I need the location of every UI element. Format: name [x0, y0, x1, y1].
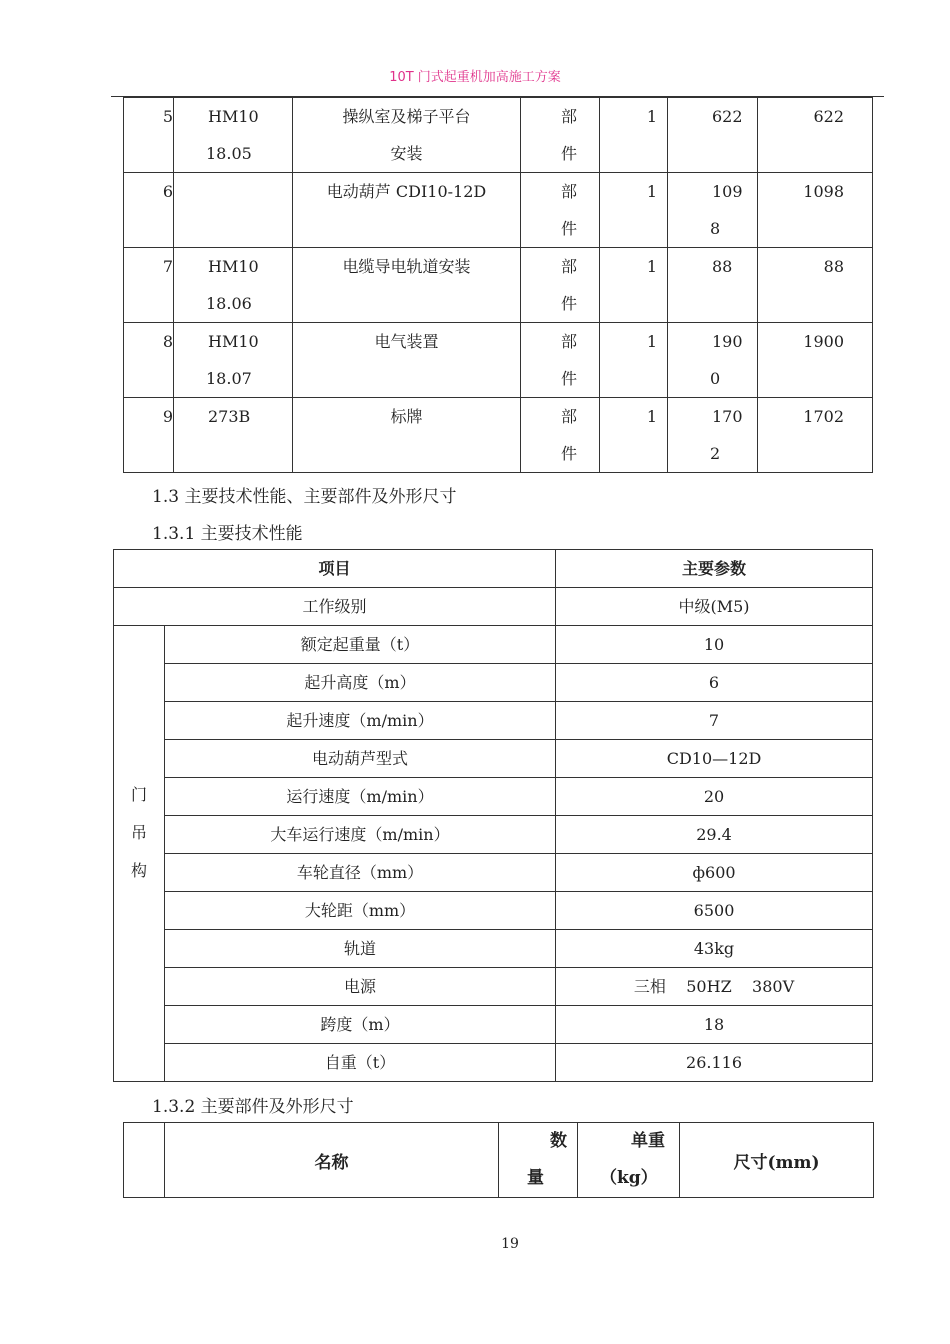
part-name-line1: 操纵室及梯子平台	[342, 107, 471, 126]
part-name-line1: 电缆导电轨道安装	[342, 257, 471, 276]
spec-value: 6	[556, 664, 873, 702]
drawing-code	[174, 323, 293, 398]
drawing-code	[174, 173, 293, 248]
unit	[521, 98, 600, 173]
dims-name-header: 名称	[165, 1123, 499, 1198]
unit-line2: 件	[561, 144, 578, 163]
unit	[521, 248, 600, 323]
drawing-code-line1: 273B	[208, 407, 251, 426]
drawing-code-line2: 18.06	[206, 294, 252, 313]
spec-row	[114, 892, 873, 930]
spec-label: 起升速度（m/min）	[165, 702, 556, 740]
spec-row	[114, 930, 873, 968]
group-label	[114, 626, 165, 1082]
spec-value: ф600	[556, 854, 873, 892]
total-weight-line1: 1900	[803, 332, 844, 351]
spec-label: 车轮直径（mm）	[165, 854, 556, 892]
spec-value: 43kg	[556, 930, 873, 968]
dims-weight-line2: （kg）	[600, 1168, 658, 1188]
total-weight-line1: 1098	[803, 182, 844, 201]
unit-line1: 部	[561, 257, 578, 276]
total-weight-line1: 88	[823, 257, 844, 276]
spec-row	[114, 740, 873, 778]
drawing-code-line1: HM10	[208, 332, 259, 351]
unit-weight	[668, 173, 758, 248]
unit-weight-line1: 190	[712, 332, 743, 351]
part-name	[293, 248, 521, 323]
unit-weight	[668, 398, 758, 473]
unit-line1: 部	[561, 107, 578, 126]
unit-line1: 部	[561, 332, 578, 351]
spec-label: 轨道	[165, 930, 556, 968]
page-number: 19	[501, 1236, 519, 1252]
part-name	[293, 173, 521, 248]
spec-row	[114, 968, 873, 1006]
part-name-line2: 安装	[390, 144, 423, 163]
dims-weight-line1: 单重	[631, 1131, 665, 1151]
unit-weight	[668, 323, 758, 398]
drawing-code-line2: 18.05	[206, 144, 252, 163]
unit-line2: 件	[561, 219, 578, 238]
spec-value: 20	[556, 778, 873, 816]
drawing-code	[174, 398, 293, 473]
unit-weight-line1: 109	[712, 182, 743, 201]
spec-value: CD10—12D	[556, 740, 873, 778]
spec-row	[114, 816, 873, 854]
parts-row	[124, 98, 873, 173]
unit-weight-line1: 88	[712, 257, 733, 276]
parts-row	[124, 398, 873, 473]
row-number-line1: 8	[162, 332, 173, 351]
quantity-line1: 1	[646, 407, 657, 426]
parts-row	[124, 173, 873, 248]
unit-weight-line1: 622	[712, 107, 743, 126]
spec-value: 29.4	[556, 816, 873, 854]
total-weight	[758, 98, 873, 173]
spec-row-work-level	[114, 588, 873, 626]
drawing-code	[174, 248, 293, 323]
unit-line2: 件	[561, 444, 578, 463]
spec-label: 自重（t）	[165, 1044, 556, 1082]
spec-value: 7	[556, 702, 873, 740]
work-level-value: 中级(M5)	[556, 588, 873, 626]
unit-weight	[668, 98, 758, 173]
spec-label: 电动葫芦型式	[165, 740, 556, 778]
row-number-line1: 7	[162, 257, 173, 276]
spec-label: 运行速度（m/min）	[165, 778, 556, 816]
dims-qty-line2: 量	[527, 1168, 544, 1188]
spec-row	[114, 626, 873, 664]
spec-value: 18	[556, 1006, 873, 1044]
spec-label: 大车运行速度（m/min）	[165, 816, 556, 854]
quantity-line1: 1	[646, 107, 657, 126]
unit-line1: 部	[561, 182, 578, 201]
quantity	[600, 248, 668, 323]
spec-row	[114, 702, 873, 740]
total-weight-line1: 622	[813, 107, 844, 126]
unit	[521, 323, 600, 398]
spec-value: 26.116	[556, 1044, 873, 1082]
dims-weight-header	[578, 1123, 680, 1198]
total-weight	[758, 323, 873, 398]
group-char: 构	[130, 861, 147, 880]
parts-row	[124, 248, 873, 323]
quantity	[600, 398, 668, 473]
spec-row	[114, 664, 873, 702]
spec-value: 6500	[556, 892, 873, 930]
part-name	[293, 98, 521, 173]
quantity	[600, 323, 668, 398]
row-number	[124, 98, 174, 173]
spec-head-item: 项目	[114, 550, 556, 588]
section-1-3: 1.3 主要技术性能、主要部件及外形尺寸	[152, 487, 457, 507]
quantity	[600, 98, 668, 173]
spec-label: 额定起重量（t）	[165, 626, 556, 664]
part-name-line1: 电动葫芦 CDI10-12D	[326, 182, 487, 201]
unit-line1: 部	[561, 407, 578, 426]
unit-weight	[668, 248, 758, 323]
unit-weight-line2: 2	[710, 444, 721, 463]
unit	[521, 173, 600, 248]
parts-row	[124, 323, 873, 398]
drawing-code	[174, 98, 293, 173]
spec-head-param: 主要参数	[556, 550, 873, 588]
section-1-3-1: 1.3.1 主要技术性能	[152, 524, 303, 544]
drawing-code-line1: HM10	[208, 107, 259, 126]
row-number	[124, 398, 174, 473]
part-name	[293, 398, 521, 473]
total-weight	[758, 173, 873, 248]
unit	[521, 398, 600, 473]
total-weight	[758, 398, 873, 473]
spec-label: 跨度（m）	[165, 1006, 556, 1044]
part-name-line1: 标牌	[390, 407, 423, 426]
row-number	[124, 173, 174, 248]
row-number-line1: 9	[162, 407, 173, 426]
drawing-code-line1: HM10	[208, 257, 259, 276]
dims-qty-header	[499, 1123, 578, 1198]
unit-weight-line2: 0	[710, 369, 721, 388]
spec-label: 大轮距（mm）	[165, 892, 556, 930]
spec-table	[113, 549, 873, 1082]
total-weight	[758, 248, 873, 323]
work-level-label: 工作级别	[114, 588, 556, 626]
spec-row	[114, 1006, 873, 1044]
dims-table	[123, 1122, 874, 1198]
group-char: 吊	[130, 823, 147, 842]
part-name	[293, 323, 521, 398]
spec-value: 三相 50HZ 380V	[556, 968, 873, 1006]
unit-weight-line2: 8	[710, 219, 721, 238]
row-number-line1: 6	[162, 182, 173, 201]
dims-qty-line1: 数	[550, 1131, 567, 1151]
row-number-line1: 5	[162, 107, 173, 126]
unit-weight-line1: 170	[712, 407, 743, 426]
spec-label: 起升高度（m）	[165, 664, 556, 702]
section-1-3-2: 1.3.2 主要部件及外形尺寸	[152, 1097, 354, 1117]
drawing-code-line2: 18.07	[206, 369, 252, 388]
spec-label: 电源	[165, 968, 556, 1006]
unit-line2: 件	[561, 369, 578, 388]
spec-value: 10	[556, 626, 873, 664]
spec-row	[114, 778, 873, 816]
dims-size-header: 尺寸(mm)	[680, 1123, 874, 1198]
row-number	[124, 323, 174, 398]
unit-line2: 件	[561, 294, 578, 313]
page-header: 10T 门式起重机加高施工方案	[389, 70, 561, 85]
quantity-line1: 1	[646, 257, 657, 276]
spec-header-row	[114, 550, 873, 588]
spec-row	[114, 854, 873, 892]
total-weight-line1: 1702	[803, 407, 844, 426]
part-name-line1: 电气装置	[374, 332, 439, 351]
quantity-line1: 1	[646, 332, 657, 351]
spec-row	[114, 1044, 873, 1082]
quantity	[600, 173, 668, 248]
group-char: 门	[130, 785, 147, 804]
row-number	[124, 248, 174, 323]
dims-header-row	[124, 1123, 874, 1198]
quantity-line1: 1	[646, 182, 657, 201]
parts-table	[123, 97, 873, 473]
dims-blank-cell	[124, 1123, 165, 1198]
